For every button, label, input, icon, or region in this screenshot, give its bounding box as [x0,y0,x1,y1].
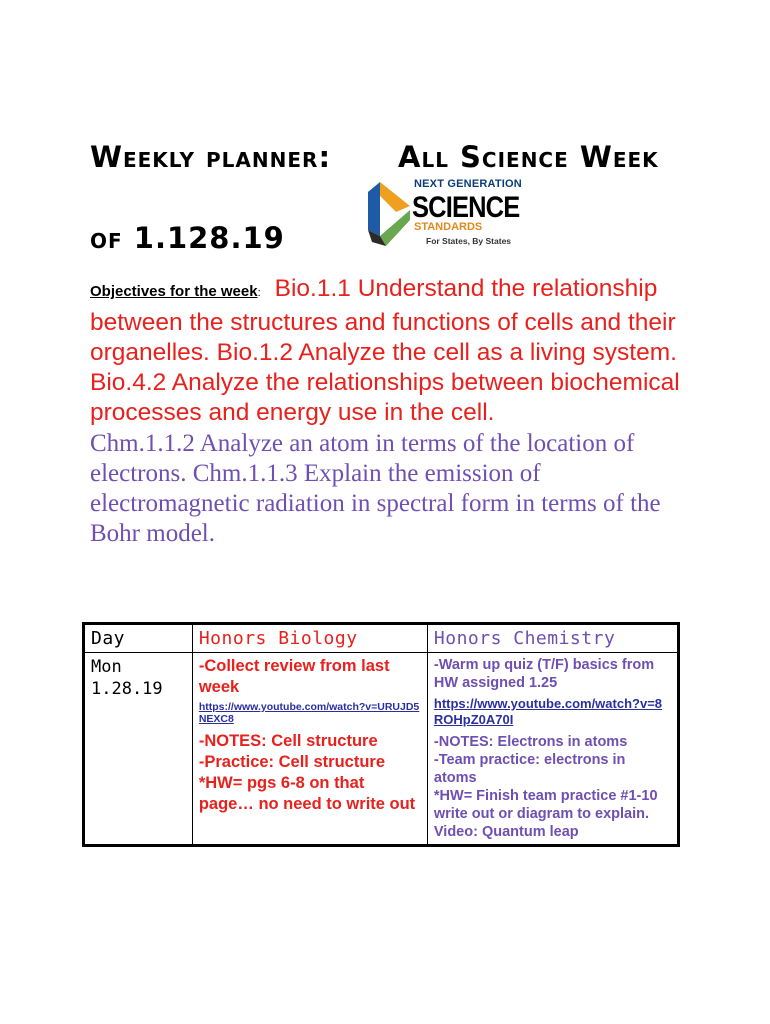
biology-objective-first: Bio.1.1 Understand the [274,275,526,302]
ngss-standards: STANDARDS [414,221,483,233]
planner-subject-title: All Science Week [398,140,659,174]
chemistry-video-link[interactable]: https://www.youtube.com/watch?v=8ROHpZ0A70I [433,696,663,727]
planner-week-date: of 1.128.19 [90,221,285,255]
ngss-next-generation: NEXT GENERATION [414,178,522,190]
chemistry-cell [427,653,678,846]
biology-video-link[interactable]: https://www.youtube.com/watch?v=URUJD5NEXC8 [198,701,420,725]
ngss-logo [366,176,522,248]
biology-cell [192,653,427,846]
weekly-schedule-table [82,622,680,847]
day-cell [84,653,193,846]
planner-title: Weekly planner: [90,140,332,174]
chemistry-task-quiz: -Warm up quiz (T/F) basics from HW assigned 1.25 [433,657,655,691]
ngss-tagline: For States, By States [426,236,512,246]
biology-task-review: -Collect review from last week [198,657,390,696]
ngss-science: SCIENCE [412,191,520,224]
table-header-row [84,624,679,653]
objectives-colon: : [257,287,261,299]
objectives-label: Objectives for the week [90,283,258,300]
biology-task-practice: -Practice: Cell structure [198,753,385,771]
day-name: Mon [91,657,122,677]
biology-task-homework: *HW= pgs 6-8 on that page… no need to write out [198,774,416,813]
objectives-section [90,274,690,549]
chemistry-objectives: Chm.1.1.2 Analyze an atom in terms of the location of electrons. Chm.1.1.3 Explain the emission of electromagnetic radiation in spectral form in terms of the Bohr model. [90,430,661,547]
chemistry-task-practice: -Team practice: electrons in atoms [433,752,626,786]
header-honors-biology: Honors Biology [192,624,427,653]
day-date: 1.28.19 [91,679,163,699]
chemistry-task-notes: -NOTES: Electrons in atoms [433,734,628,750]
biology-objectives [90,274,690,428]
biology-task-notes: -NOTES: Cell structure [198,732,378,750]
biology-objective-rest: relationship between the structures and functions of cells and their organelles. Bio.1.2 Analyze the cell as a living system. Bio.4.2 Analyze the relationships between biochemical processes and energy use in the cell. [90,275,680,426]
header-honors-chemistry: Honors Chemistry [427,624,678,653]
ngss-triangle-icon [366,176,412,248]
table-row [84,653,679,846]
header-day: Day [84,624,193,653]
chemistry-task-homework: *HW= Finish team practice #1-10 write out or diagram to explain. Video: Quantum leap [433,788,658,840]
